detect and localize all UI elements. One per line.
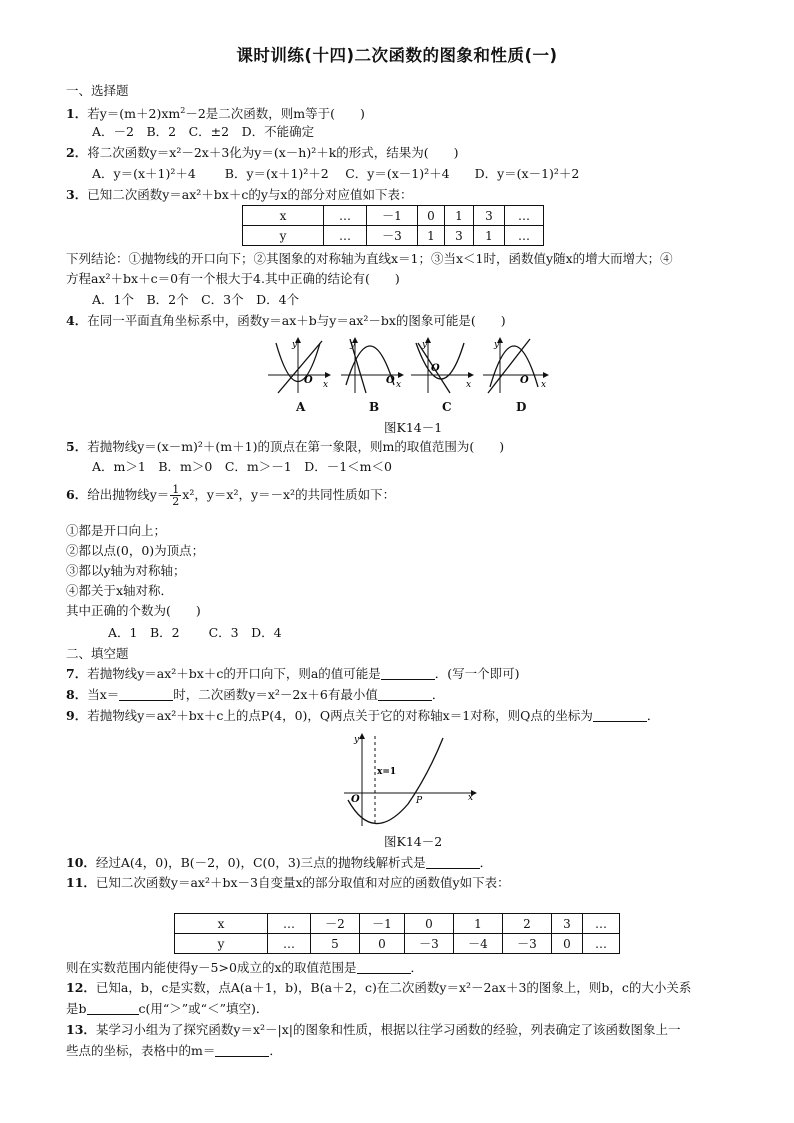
- question-number: 3．: [66, 187, 88, 202]
- table-cell: x: [243, 206, 324, 226]
- svg-text:y: y: [494, 340, 500, 350]
- table-cell: －2: [311, 914, 360, 934]
- table-cell: …: [268, 914, 311, 934]
- question-text: ．: [269, 1043, 282, 1058]
- question-3-options: A．1个 B．2个 C．3个 D．4个: [92, 292, 300, 307]
- question-text: 某学习小组为了探究函数y＝x²－|x|的图象和性质，根据以往学习函数的经验，列表确定了该函数图象上一: [95, 1022, 681, 1037]
- figure-caption-k14-2: 图K14－2: [384, 834, 443, 849]
- question-8: [66, 687, 444, 703]
- question-number: 10．: [66, 855, 96, 870]
- answer-blank[interactable]: [87, 1002, 139, 1015]
- svg-text:y: y: [350, 340, 356, 350]
- answer-blank[interactable]: [381, 667, 435, 680]
- question-11: [66, 875, 510, 891]
- table-row: [243, 226, 544, 246]
- origin-label: O: [351, 794, 360, 805]
- table-row: [175, 934, 620, 954]
- table-cell: x: [175, 914, 268, 934]
- question-2: [66, 145, 459, 161]
- table-cell: －1: [367, 206, 418, 226]
- property-item: ③都以y轴为对称轴；: [66, 563, 186, 578]
- svg-text:y: y: [422, 340, 428, 350]
- svg-text:y: y: [292, 340, 298, 350]
- question-text: 在同一平面直角坐标系中，函数y＝ax＋b与y＝ax²－bx的图象可能是( ): [87, 313, 506, 328]
- section-heading-choice: 一、选择题: [66, 83, 129, 98]
- answer-blank[interactable]: [357, 961, 411, 974]
- question-text: ．: [431, 687, 445, 702]
- x-axis-label: x: [468, 793, 474, 803]
- graph-d: [483, 338, 548, 393]
- table-cell: 1: [445, 206, 474, 226]
- fraction-numerator: 1: [172, 483, 180, 496]
- svg-text:x: x: [396, 380, 402, 390]
- graph-c: [411, 338, 473, 393]
- table-cell: 0: [552, 934, 583, 954]
- svg-text:O: O: [520, 375, 529, 386]
- question-number: 1．: [66, 106, 88, 121]
- question-number: 7．: [66, 666, 88, 681]
- figure-k14-1: [268, 335, 558, 395]
- table-cell: －3: [367, 226, 418, 246]
- table-cell: 2: [503, 914, 552, 934]
- question-text: 若抛物线y＝ax²＋bx＋c的开口向下，则a的值可能是: [87, 666, 381, 681]
- figure-label-d: D: [516, 400, 527, 414]
- question-9: [66, 708, 659, 724]
- question-number: 8．: [66, 687, 88, 702]
- table-cell: －3: [503, 934, 552, 954]
- table-cell: …: [583, 934, 620, 954]
- superscript: 2: [180, 106, 186, 115]
- table-cell: …: [505, 226, 544, 246]
- question-number: 11．: [66, 875, 96, 890]
- table-cell: －3: [405, 934, 454, 954]
- table-cell: 1: [454, 914, 503, 934]
- question-text: 已知二次函数y＝ax²＋bx＋c的y与x的部分对应值如下表：: [87, 187, 413, 202]
- table-cell: …: [505, 206, 544, 226]
- question-4: [66, 313, 506, 329]
- table-cell: …: [583, 914, 620, 934]
- table-cell: …: [324, 206, 367, 226]
- question-text: 将二次函数y＝x²－2x＋3化为y＝(x－h)²＋k的形式，结果为( ): [87, 145, 459, 160]
- question-text: c(用“＞”或“＜”填空)．: [138, 1001, 269, 1016]
- question-text: 若抛物线y＝ax²＋bx＋c上的点P(4，0)，Q两点关于它的对称轴x＝1对称，则Q点的坐标为: [87, 708, 593, 723]
- answer-blank[interactable]: [119, 688, 173, 701]
- table-cell: y: [175, 934, 268, 954]
- answer-blank[interactable]: [426, 856, 480, 869]
- figure-label-a: A: [296, 400, 306, 414]
- table-cell: －4: [454, 934, 503, 954]
- question-number: 5．: [66, 439, 88, 454]
- y-axis-label: y: [354, 735, 360, 745]
- question-1-options: A．－2 B．2 C．±2 D．不能确定: [92, 124, 315, 139]
- table-row: [243, 206, 544, 226]
- table-cell: 5: [311, 934, 360, 954]
- figure-label-b: B: [369, 400, 380, 414]
- svg-text:x: x: [323, 380, 329, 390]
- section-heading-fill: 二、填空题: [66, 646, 129, 661]
- question-3-conclusions: 下列结论：①抛物线的开口向下；②其图象的对称轴为直线x＝1；③当x＜1时，函数值y随x的增大而增大；④: [66, 251, 673, 266]
- answer-blank[interactable]: [378, 688, 432, 701]
- question-number: 13．: [66, 1022, 96, 1037]
- table-cell: 0: [405, 914, 454, 934]
- table-cell: 3: [552, 914, 583, 934]
- question-10: [66, 855, 492, 871]
- svg-text:O: O: [431, 363, 440, 374]
- page-title: 课时训练(十四)二次函数的图象和性质(一): [236, 46, 558, 65]
- answer-blank[interactable]: [215, 1044, 269, 1057]
- graph-a: [268, 338, 330, 393]
- fraction-one-half: [170, 484, 181, 507]
- table-cell: 1: [474, 226, 505, 246]
- question-text: 已知a，b，c是实数，点A(a＋1，b)，B(a＋2，c)在二次函数y＝x²－2ax＋3的图象上，则b，c的大小关系: [95, 980, 692, 995]
- question-12: [66, 980, 691, 996]
- question-text: 则在实数范围内能使得y－5>0成立的x的取值范围是: [66, 960, 357, 975]
- question-number: 6．: [66, 487, 88, 502]
- question-text: 若y＝(m＋2)xm: [87, 106, 181, 121]
- question-number: 2．: [66, 145, 88, 160]
- figure-caption-k14-1: 图K14－1: [384, 420, 443, 435]
- question-text: 给出抛物线y＝: [87, 487, 170, 502]
- question-text: 已知二次函数y＝ax²＋bx－3自变量x的部分取值和对应的函数值y如下表：: [95, 875, 510, 890]
- question-number: 9．: [66, 708, 88, 723]
- question-7: [66, 666, 520, 682]
- question-6: [66, 484, 395, 507]
- table-cell: 0: [418, 206, 445, 226]
- figure-label-c: C: [442, 400, 452, 414]
- question-text: x²，y＝x²，y＝－x²的共同性质如下：: [182, 487, 396, 502]
- answer-blank[interactable]: [593, 709, 647, 722]
- property-item: ①都是开口向上；: [66, 523, 167, 538]
- svg-text:O: O: [386, 375, 395, 386]
- table-cell: 0: [360, 934, 405, 954]
- question-text: ．: [479, 855, 493, 870]
- question-text: 经过A(4，0)，B(－2，0)，C(0，3)三点的抛物线解析式是: [95, 855, 426, 870]
- question-1: [66, 103, 365, 122]
- table-row: [175, 914, 620, 934]
- table-cell: y: [243, 226, 324, 246]
- graph-b: [341, 338, 403, 393]
- svg-text:x: x: [466, 380, 472, 390]
- question-text: 些点的坐标，表格中的m＝: [66, 1043, 216, 1058]
- value-table-q11: [174, 913, 620, 954]
- symmetry-axis-label: x=1: [377, 767, 397, 777]
- property-item: ④都关于x轴对称．: [66, 583, 174, 598]
- value-table-q3: [242, 205, 544, 246]
- question-text: 时，二次函数y＝x²－2x＋6有最小值: [173, 687, 378, 702]
- question-13: [66, 1022, 681, 1038]
- question-12-cont: [66, 1001, 268, 1017]
- question-text: 是b: [66, 1001, 87, 1016]
- question-3-conclusions-cont: 方程ax²＋bx＋c＝0有一个根大于4.其中正确的结论有( ): [66, 271, 400, 286]
- question-5-options: A．m＞1 B．m＞0 C．m＞－1 D．－1＜m＜0: [92, 459, 392, 474]
- question-6-options: A．1 B．2 C．3 D．4: [108, 625, 282, 640]
- table-cell: －1: [360, 914, 405, 934]
- question-6-ask: 其中正确的个数为( ): [66, 603, 201, 618]
- table-cell: 1: [418, 226, 445, 246]
- question-5: [66, 439, 504, 455]
- table-cell: 3: [474, 206, 505, 226]
- question-text: －2是二次函数，则m等于( ): [185, 106, 365, 121]
- question-13-cont: [66, 1043, 282, 1059]
- svg-text:O: O: [304, 375, 313, 386]
- table-cell: …: [324, 226, 367, 246]
- question-text: 当x＝: [87, 687, 120, 702]
- question-number: 4．: [66, 313, 88, 328]
- question-text: ．(写一个即可): [434, 666, 520, 681]
- svg-text:x: x: [541, 380, 547, 390]
- property-item: ②都以点(0，0)为顶点；: [66, 543, 205, 558]
- question-2-options: A．y＝(x＋1)²＋4 B．y＝(x＋1)²＋2 C．y＝(x－1)²＋4 D．y＝(x－1)²＋2: [92, 166, 580, 181]
- fraction-denominator: 2: [172, 495, 180, 508]
- question-3: [66, 187, 412, 203]
- question-text: 若抛物线y＝(x－m)²＋(m＋1)的顶点在第一象限，则m的取值范围为( ): [87, 439, 505, 454]
- figure-k14-2: [340, 730, 480, 830]
- point-p-label: P: [416, 796, 423, 806]
- question-11-ask: [66, 960, 423, 976]
- question-text: ．: [410, 960, 424, 975]
- question-number: 12．: [66, 980, 96, 995]
- question-text: ．: [646, 708, 660, 723]
- table-cell: 3: [445, 226, 474, 246]
- table-cell: …: [268, 934, 311, 954]
